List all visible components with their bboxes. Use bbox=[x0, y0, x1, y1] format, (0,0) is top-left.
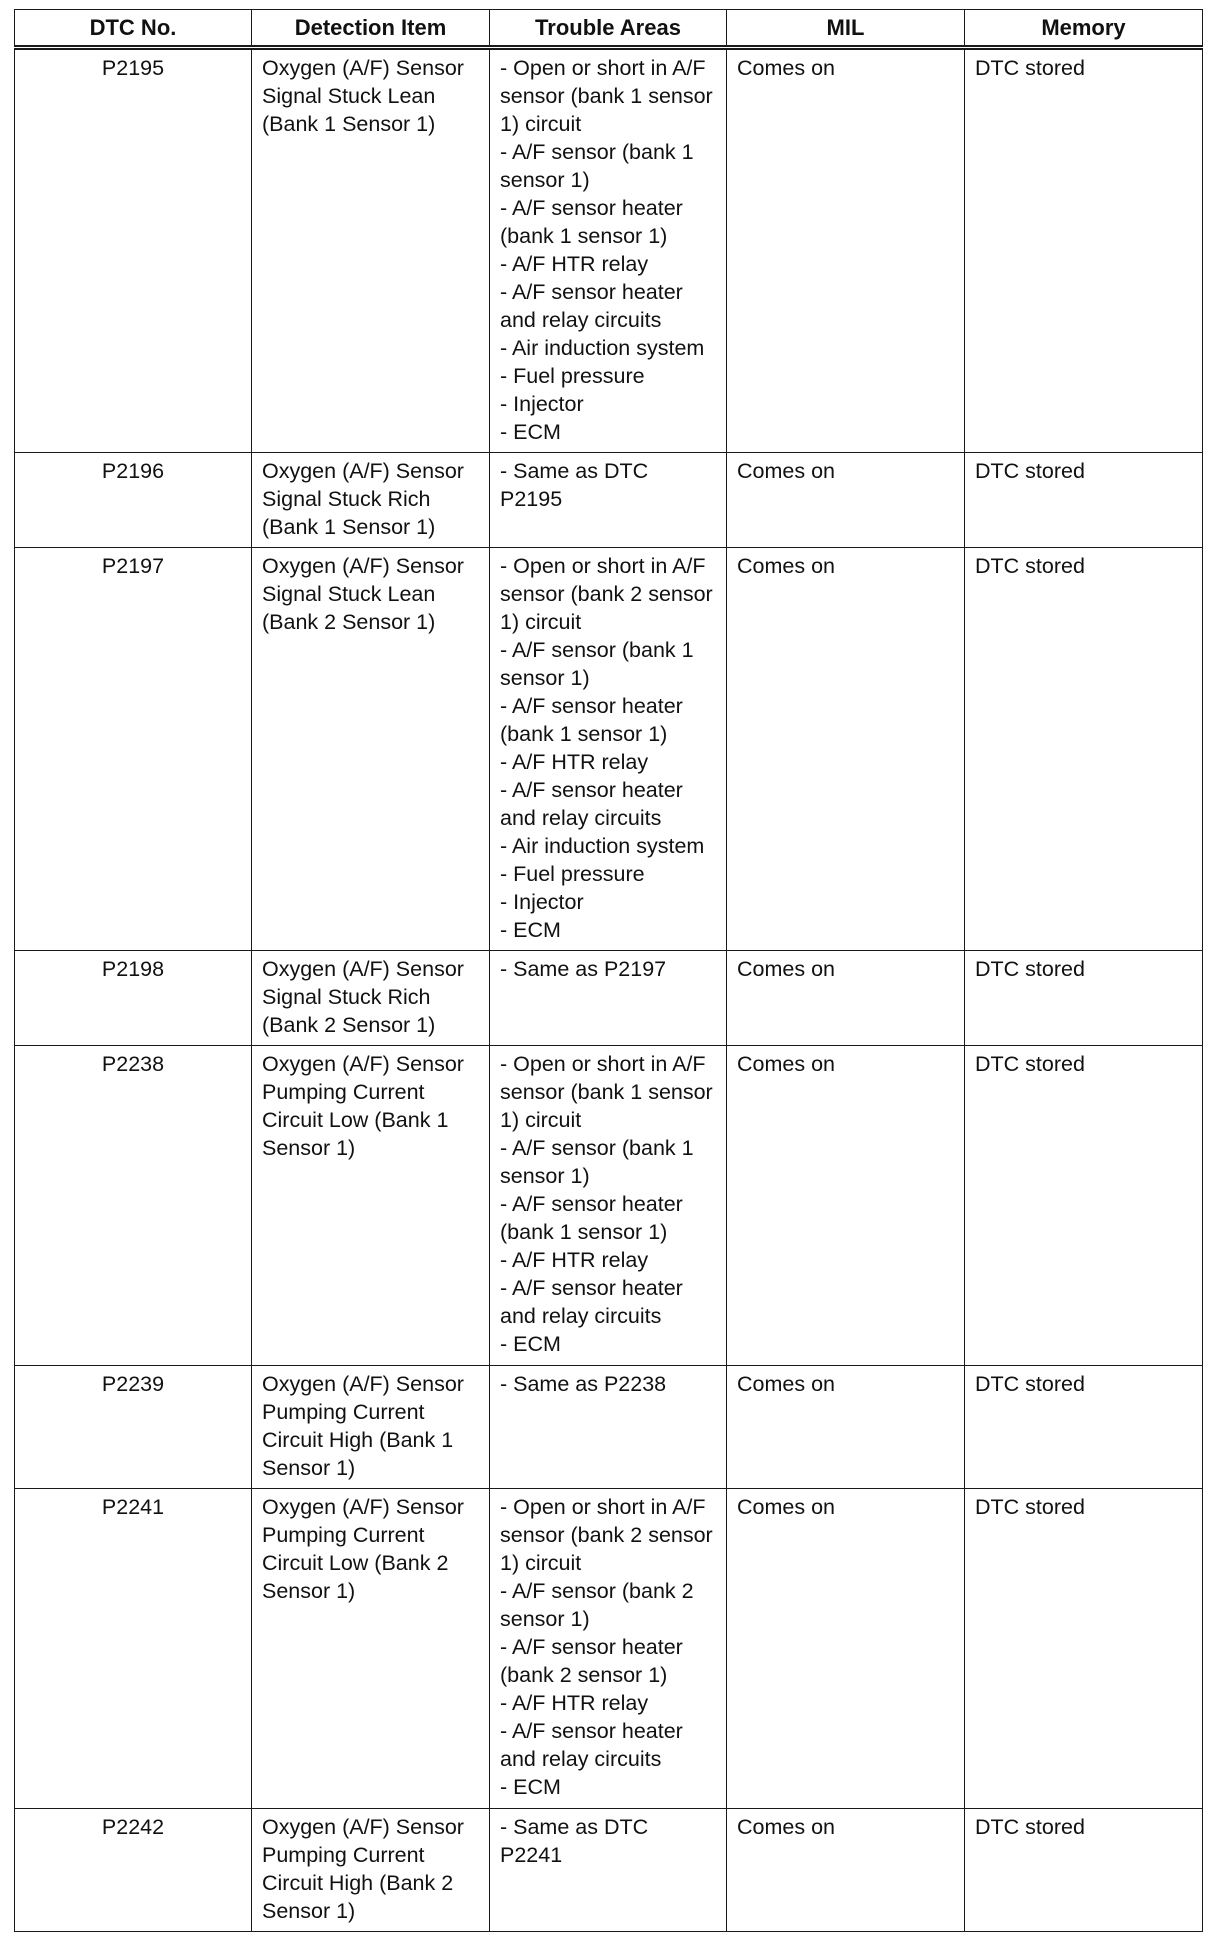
mil-cell: Comes on bbox=[727, 453, 965, 548]
table-row bbox=[15, 453, 1203, 548]
trouble-area-item: - A/F sensor heater and relay circuits bbox=[500, 1719, 683, 1771]
header-mil: MIL bbox=[727, 10, 965, 48]
trouble-area-item: - Air induction system bbox=[500, 336, 705, 360]
mil-cell: Comes on bbox=[727, 548, 965, 951]
trouble-area-item: - Open or short in A/F sensor (bank 1 sensor 1) circuit bbox=[500, 1052, 713, 1132]
trouble-area-item: - Injector bbox=[500, 392, 584, 416]
trouble-area-item: - A/F sensor heater (bank 1 sensor 1) bbox=[500, 1192, 683, 1244]
trouble-area-item: - Injector bbox=[500, 890, 584, 914]
detection-item-cell: Oxygen (A/F) Sensor Pumping Current Circuit Low (Bank 1 Sensor 1) bbox=[252, 1046, 490, 1366]
trouble-area-item: - ECM bbox=[500, 1332, 561, 1356]
memory-cell: DTC stored bbox=[965, 453, 1203, 548]
trouble-area-item: - A/F sensor heater (bank 2 sensor 1) bbox=[500, 1635, 683, 1687]
trouble-area-item: - A/F HTR relay bbox=[500, 252, 649, 276]
trouble-area-item: - A/F sensor (bank 2 sensor 1) bbox=[500, 1579, 694, 1631]
table-row bbox=[15, 951, 1203, 1046]
memory-cell: DTC stored bbox=[965, 1489, 1203, 1809]
detection-item-cell: Oxygen (A/F) Sensor Signal Stuck Rich (Bank 2 Sensor 1) bbox=[252, 951, 490, 1046]
memory-cell: DTC stored bbox=[965, 951, 1203, 1046]
trouble-areas-cell bbox=[490, 1366, 727, 1489]
table-row bbox=[15, 1809, 1203, 1932]
trouble-area-item: - A/F sensor heater and relay circuits bbox=[500, 1276, 683, 1328]
table-row bbox=[15, 548, 1203, 951]
trouble-area-item: - Open or short in A/F sensor (bank 2 sensor 1) circuit bbox=[500, 554, 713, 634]
trouble-area-item: - A/F HTR relay bbox=[500, 1691, 649, 1715]
header-row bbox=[15, 10, 1203, 48]
mil-cell: Comes on bbox=[727, 1046, 965, 1366]
trouble-area-item: - ECM bbox=[500, 1775, 561, 1799]
dtc-code-cell: P2198 bbox=[15, 951, 252, 1046]
memory-cell: DTC stored bbox=[965, 548, 1203, 951]
memory-cell: DTC stored bbox=[965, 1046, 1203, 1366]
detection-item-cell: Oxygen (A/F) Sensor Pumping Current Circuit Low (Bank 2 Sensor 1) bbox=[252, 1489, 490, 1809]
dtc-table bbox=[14, 9, 1203, 1932]
trouble-area-item: - A/F sensor heater (bank 1 sensor 1) bbox=[500, 196, 683, 248]
trouble-area-item: - A/F sensor heater and relay circuits bbox=[500, 280, 683, 332]
trouble-areas-cell bbox=[490, 548, 727, 951]
memory-cell: DTC stored bbox=[965, 48, 1203, 453]
trouble-areas-cell bbox=[490, 1046, 727, 1366]
table-body bbox=[15, 48, 1203, 1932]
dtc-code-cell: P2196 bbox=[15, 453, 252, 548]
detection-item-cell: Oxygen (A/F) Sensor Signal Stuck Lean (Bank 2 Sensor 1) bbox=[252, 548, 490, 951]
dtc-code-cell: P2197 bbox=[15, 548, 252, 951]
trouble-area-item: - Open or short in A/F sensor (bank 1 sensor 1) circuit bbox=[500, 56, 713, 136]
trouble-area-item: - Air induction system bbox=[500, 834, 705, 858]
detection-item-cell: Oxygen (A/F) Sensor Pumping Current Circuit High (Bank 2 Sensor 1) bbox=[252, 1809, 490, 1932]
trouble-area-item: - Same as P2197 bbox=[500, 957, 667, 981]
memory-cell: DTC stored bbox=[965, 1366, 1203, 1489]
header-memory: Memory bbox=[965, 10, 1203, 48]
table-row bbox=[15, 1046, 1203, 1366]
trouble-area-item: - Same as P2238 bbox=[500, 1372, 667, 1396]
trouble-area-item: - ECM bbox=[500, 420, 561, 444]
table-row bbox=[15, 48, 1203, 453]
header-trouble-areas: Trouble Areas bbox=[490, 10, 727, 48]
detection-item-cell: Oxygen (A/F) Sensor Pumping Current Circuit High (Bank 1 Sensor 1) bbox=[252, 1366, 490, 1489]
mil-cell: Comes on bbox=[727, 1809, 965, 1932]
table-row bbox=[15, 1366, 1203, 1489]
mil-cell: Comes on bbox=[727, 1489, 965, 1809]
trouble-area-item: - A/F HTR relay bbox=[500, 750, 649, 774]
trouble-area-item: - Same as DTC P2241 bbox=[500, 1815, 649, 1867]
dtc-code-cell: P2238 bbox=[15, 1046, 252, 1366]
memory-cell: DTC stored bbox=[965, 1809, 1203, 1932]
trouble-areas-cell bbox=[490, 1489, 727, 1809]
trouble-area-item: - A/F sensor (bank 1 sensor 1) bbox=[500, 1136, 694, 1188]
trouble-areas-cell bbox=[490, 48, 727, 453]
trouble-areas-cell bbox=[490, 1809, 727, 1932]
dtc-code-cell: P2239 bbox=[15, 1366, 252, 1489]
dtc-code-cell: P2195 bbox=[15, 48, 252, 453]
table-header bbox=[15, 10, 1203, 48]
trouble-area-item: - Fuel pressure bbox=[500, 364, 645, 388]
trouble-areas-cell bbox=[490, 453, 727, 548]
trouble-area-item: - A/F HTR relay bbox=[500, 1248, 649, 1272]
trouble-area-item: - A/F sensor heater and relay circuits bbox=[500, 778, 683, 830]
trouble-area-item: - Fuel pressure bbox=[500, 862, 645, 886]
trouble-area-item: - ECM bbox=[500, 918, 561, 942]
table-row bbox=[15, 1489, 1203, 1809]
detection-item-cell: Oxygen (A/F) Sensor Signal Stuck Rich (Bank 1 Sensor 1) bbox=[252, 453, 490, 548]
trouble-area-item: - A/F sensor (bank 1 sensor 1) bbox=[500, 140, 694, 192]
header-dtc-no: DTC No. bbox=[15, 10, 252, 48]
dtc-code-cell: P2241 bbox=[15, 1489, 252, 1809]
mil-cell: Comes on bbox=[727, 1366, 965, 1489]
dtc-code-cell: P2242 bbox=[15, 1809, 252, 1932]
trouble-areas-cell bbox=[490, 951, 727, 1046]
trouble-area-item: - A/F sensor heater (bank 1 sensor 1) bbox=[500, 694, 683, 746]
trouble-area-item: - Open or short in A/F sensor (bank 2 sensor 1) circuit bbox=[500, 1495, 713, 1575]
trouble-area-item: - A/F sensor (bank 1 sensor 1) bbox=[500, 638, 694, 690]
mil-cell: Comes on bbox=[727, 951, 965, 1046]
trouble-area-item: - Same as DTC P2195 bbox=[500, 459, 649, 511]
mil-cell: Comes on bbox=[727, 48, 965, 453]
header-detection-item: Detection Item bbox=[252, 10, 490, 48]
detection-item-cell: Oxygen (A/F) Sensor Signal Stuck Lean (Bank 1 Sensor 1) bbox=[252, 48, 490, 453]
